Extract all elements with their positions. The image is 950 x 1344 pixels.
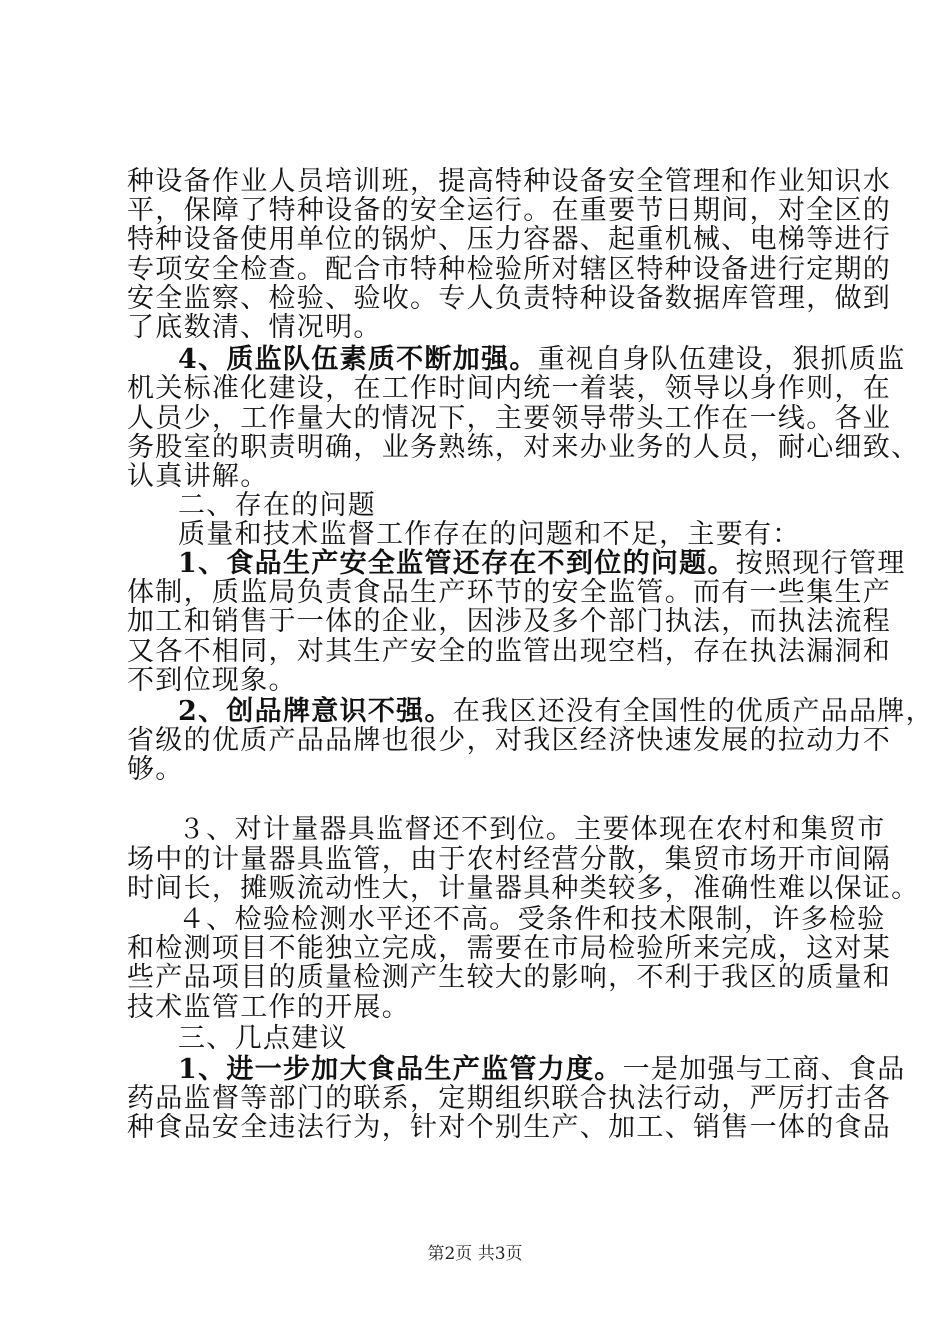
body-line: 平，保障了特种设备的安全运行。在重要节日期间，对全区的 — [127, 195, 892, 226]
body-line: 场中的计量器具监管，由于农村经营分散，集贸市场开市间隔 — [127, 844, 892, 875]
page-footer: 第2页 共3页 — [427, 1244, 523, 1264]
body-line: 特种设备使用单位的锅炉、压力容器、起重机械、电梯等进行 — [127, 224, 892, 255]
body-line: 药品监督等部门的联系，定期组织联合执法行动，严厉打击各 — [127, 1083, 892, 1114]
body-line: 了底数清、情况明。 — [127, 312, 382, 343]
paragraph-heading: 4、质监队伍素质不断加强。 — [178, 344, 538, 375]
section-heading: 二、存在的问题 — [178, 490, 377, 521]
body-line: 安全监察、检验、验收。专人负责特种设备数据库管理，做到 — [127, 283, 892, 314]
body-line: 机关标准化建设，在工作时间内统一着装，领导以身作则，在 — [127, 373, 892, 404]
body-line: 技术监管工作的开展。 — [127, 992, 410, 1023]
body-line: 些产品项目的质量检测产生较大的影响，不利于我区的质量和 — [127, 962, 892, 993]
body-line: 种食品安全违法行为，针对个别生产、加工、销售一体的食品 — [127, 1112, 892, 1143]
body-line: 种设备作业人员培训班，提高特种设备安全管理和作业知识水 — [127, 166, 892, 197]
paragraph-text: 一是加强与工商、食品 — [622, 1054, 906, 1085]
paragraph-first-line: ４、检验检测水平还不高。受条件和技术限制，许多检验 — [178, 904, 886, 935]
section-heading: 三、几点建议 — [178, 1023, 348, 1054]
body-line: 质量和技术监督工作存在的问题和不足，主要有： — [178, 519, 801, 550]
body-line: 加工和销售于一体的企业，因涉及多个部门执法，而执法流程 — [127, 606, 892, 637]
paragraph-first-line: ３、对计量器具监督还不到位。主要体现在农村和集贸市 — [178, 814, 886, 845]
paragraph-heading: 1、进一步加大食品生产监管力度。 — [178, 1054, 623, 1085]
paragraph-text: 按照现行管理 — [735, 548, 906, 579]
body-line: 认真讲解。 — [127, 461, 269, 492]
body-line: 够。 — [127, 754, 184, 785]
paragraph-heading: 2、创品牌意识不强。 — [178, 696, 453, 727]
body-line: 体制，质监局负责食品生产环节的安全监管。而有一些集生产 — [127, 577, 892, 608]
body-line: 又各不相同，对其生产安全的监管出现空档，存在执法漏洞和 — [127, 636, 892, 667]
paragraph-text: 重视自身队伍建设，狠抓质监 — [537, 344, 906, 375]
body-line: 和检测项目不能独立完成，需要在市局检验所来完成，这对某 — [127, 933, 892, 964]
body-line: 人员少，工作量大的情况下，主要领导带头工作在一线。各业 — [127, 403, 892, 434]
body-line: 时间长，摊贩流动性大，计量器具种类较多，准确性难以保证。 — [127, 873, 920, 904]
body-line: 不到位现象。 — [127, 665, 297, 696]
paragraph-text: 在我区还没有全国性的优质产品品牌， — [452, 696, 934, 727]
body-line: 省级的优质产品品牌也很少，对我区经济快速发展的拉动力不 — [127, 725, 892, 756]
body-line: 务股室的职责明确，业务熟练，对来办业务的人员，耐心细致、 — [127, 432, 920, 463]
paragraph-heading: 1、食品生产安全监管还存在不到位的问题。 — [178, 548, 736, 579]
body-line: 专项安全检查。配合市特种检验所对辖区特种设备进行定期的 — [127, 254, 892, 285]
